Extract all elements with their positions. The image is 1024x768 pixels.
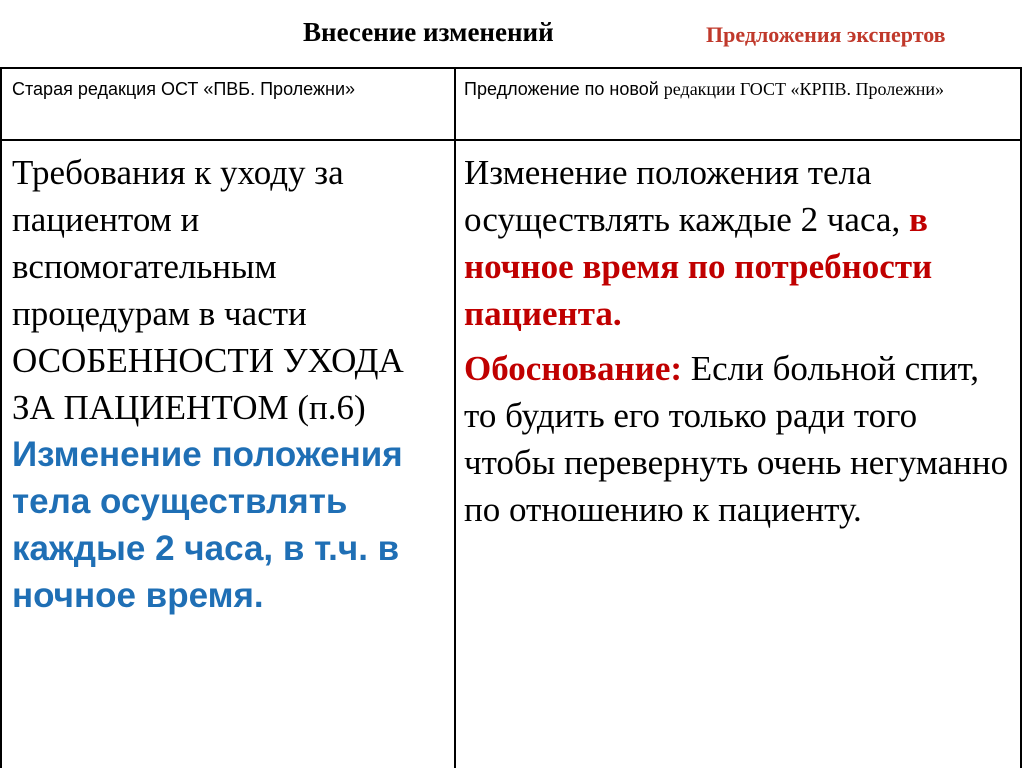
column-divider — [454, 69, 456, 768]
justification-paragraph — [464, 345, 1014, 533]
comparison-table — [0, 67, 1022, 768]
column-header-new-part1: Предложение по новой — [464, 79, 664, 99]
old-requirement-text: Требования к уходу за пациентом и вспомогательным процедурам в части ОСОБЕННОСТИ УХОДА ЗА ПАЦИЕНТОМ (п.6) — [12, 153, 404, 427]
page-subtitle: Предложения экспертов — [706, 22, 946, 47]
new-proposal-text: Изменение положения тела осуществлять каждые 2 часа, — [464, 153, 909, 239]
justification-label: Обоснование: — [464, 349, 683, 388]
header-divider — [2, 139, 1020, 141]
column-header-new — [464, 77, 984, 101]
old-requirement-cell — [12, 149, 442, 619]
new-proposal-cell — [464, 149, 1014, 533]
justification-text: Если больной спит, то будить его только ради того чтобы перевернуть очень негуманно по отношению к пациенту. — [464, 349, 1009, 529]
column-header-new-part2: редакции ГОСТ «КРПВ. Пролежни» — [663, 79, 944, 99]
page-title: Внесение изменений — [303, 17, 554, 47]
column-header-old: Старая редакция ОСТ «ПВБ. Пролежни» — [12, 79, 356, 99]
new-proposal-highlight: в ночное время по потребности пациента. — [464, 200, 933, 333]
old-requirement-highlight: Изменение положения тела осуществлять каждые 2 часа, в т.ч. в ночное время. — [12, 435, 403, 615]
new-proposal-paragraph — [464, 149, 1014, 337]
